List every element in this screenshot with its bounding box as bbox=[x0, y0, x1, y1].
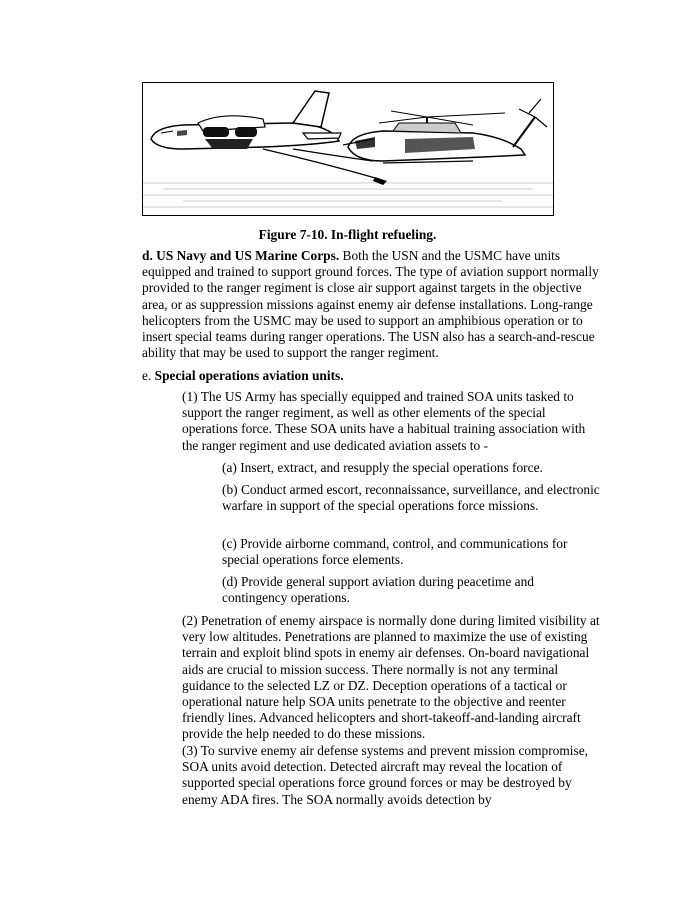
sea-surface bbox=[143, 183, 553, 207]
paragraph-2: (2) Penetration of enemy airspace is normally done during limited visibility at very low altitudes. Penetrations are planned to maximize the use of existing terrain and exploit blind spots in enemy air defenses. On-board navigational aids are crucial to mission success. There normally is not any terminal guidance to the selected LZ or DZ. Deception operations of a tactical or operational nature help SOA units penetrate to the objective and reenter friendly lines. Advanced helicopters and short-takeoff-and-landing aircraft provide the help needed to do these missions. bbox=[182, 613, 600, 742]
tanker-airplane bbox=[151, 91, 341, 149]
paragraph-d bbox=[142, 248, 602, 361]
paragraph-d-body: Both the USN and the USMC have units equipped and trained to support ground forces. The type of aviation support normally provided to the ranger regiment is close air support against targets in the objective area, or as suppression missions against enemy air defense installations. Long-range helicopters from the USMC may be used to support an amphibious operation or to insert special teams during ranger operations. The USN also has a search-and-rescue ability that may be used to support the ranger regiment. bbox=[142, 248, 599, 361]
sub-item-b: (b) Conduct armed escort, reconnaissance, surveillance, and electronic warfare in support of the special operations force missions. bbox=[222, 482, 600, 514]
paragraph-e bbox=[142, 368, 602, 384]
figure-caption: Figure 7-10. In-flight refueling. bbox=[258, 227, 437, 242]
paragraph-3: (3) To survive enemy air defense systems and prevent mission compromise, SOA units avoid detection. Detected aircraft may reveal the location of supported special operations force ground forces or may be destroyed by enemy ADA fires. The SOA normally avoids detection by bbox=[182, 743, 589, 807]
sub-item-c: (c) Provide airborne command, control, and communications for special operations force elements. bbox=[222, 536, 568, 568]
paragraph-e-heading: Special operations aviation units. bbox=[154, 368, 344, 383]
paragraph-e-prefix: e. bbox=[142, 368, 155, 383]
paragraph-1: (1) The US Army has specially equipped and trained SOA units tasked to support the ranger regiment, as well as other elements of the special operations force. These SOA units have a habitual training association with the ranger regiment and use dedicated aviation assets to - bbox=[182, 389, 586, 453]
refueling-illustration bbox=[143, 83, 553, 215]
paragraph-d-heading: d. US Navy and US Marine Corps. bbox=[142, 248, 340, 263]
refueling-figure bbox=[142, 82, 554, 216]
drogue-basket bbox=[373, 177, 387, 185]
helicopter bbox=[343, 99, 547, 163]
sub-item-d: (d) Provide general support aviation during peacetime and contingency operations. bbox=[222, 574, 534, 606]
sub-item-a: (a) Insert, extract, and resupply the special operations force. bbox=[222, 460, 543, 475]
